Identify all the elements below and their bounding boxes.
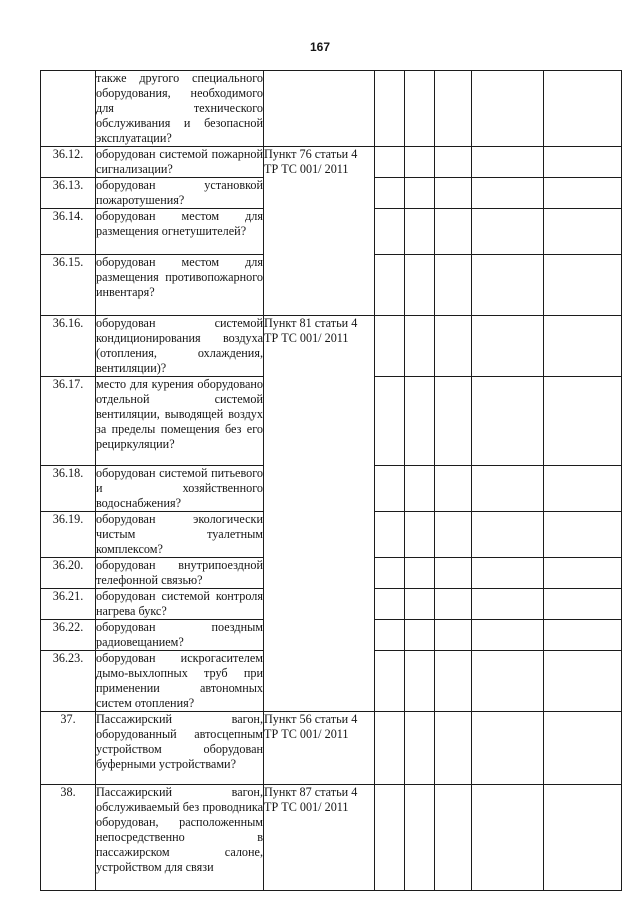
table-row	[41, 71, 622, 147]
answer-no-cell	[405, 785, 435, 891]
norms-cell	[472, 651, 544, 712]
row-number: 37.	[41, 712, 96, 785]
answer-yes-cell	[375, 377, 405, 466]
answer-na-cell	[435, 178, 472, 209]
table-row	[41, 316, 622, 377]
answer-yes-cell	[375, 466, 405, 512]
question-cell	[96, 620, 264, 651]
answer-na-cell	[435, 712, 472, 785]
question-text: оборудован системой кондиционирования воздуха (отопления, охлаждения, вентиляции)?	[96, 316, 263, 375]
norms-cell	[472, 589, 544, 620]
norms-cell	[472, 377, 544, 466]
notes-cell	[544, 209, 622, 255]
question-text: оборудован внутрипоездной телефонной связью?	[96, 558, 263, 587]
answer-no-cell	[405, 316, 435, 377]
question-cell	[96, 589, 264, 620]
question-text: оборудован установкой пожаротушения?	[96, 178, 263, 207]
question-text: оборудован местом для размещения противопожарного инвентаря?	[96, 255, 263, 299]
page-number: 167	[309, 40, 331, 54]
answer-yes-cell	[375, 147, 405, 178]
answer-yes-cell	[375, 71, 405, 147]
answer-na-cell	[435, 209, 472, 255]
question-text: оборудован искрогасителем дымо-выхлопных труб при применении автономных систем отопления?	[96, 651, 263, 710]
answer-no-cell	[405, 377, 435, 466]
norms-cell	[472, 512, 544, 558]
row-number: 36.23.	[41, 651, 96, 712]
notes-cell	[544, 651, 622, 712]
norms-cell	[472, 466, 544, 512]
norms-cell	[472, 316, 544, 377]
reference-cell	[264, 71, 375, 147]
question-cell	[96, 712, 264, 785]
checklist-table	[40, 70, 622, 891]
answer-no-cell	[405, 209, 435, 255]
question-text: Пассажирский вагон, оборудованный автосцепным устройством оборудован буферными устройствами?	[96, 712, 263, 771]
row-number: 36.22.	[41, 620, 96, 651]
row-number: 36.16.	[41, 316, 96, 377]
answer-na-cell	[435, 377, 472, 466]
answer-yes-cell	[375, 620, 405, 651]
question-text: также другого специального оборудования, необходимого для технического обслуживания и безопасной эксплуатации?	[96, 71, 263, 145]
notes-cell	[544, 589, 622, 620]
table-row	[41, 712, 622, 785]
question-cell	[96, 71, 264, 147]
question-cell	[96, 255, 264, 316]
answer-no-cell	[405, 558, 435, 589]
answer-na-cell	[435, 71, 472, 147]
notes-cell	[544, 71, 622, 147]
answer-yes-cell	[375, 712, 405, 785]
question-cell	[96, 178, 264, 209]
answer-na-cell	[435, 785, 472, 891]
row-number: 36.13.	[41, 178, 96, 209]
answer-na-cell	[435, 589, 472, 620]
row-number: 36.12.	[41, 147, 96, 178]
question-text: Пассажирский вагон, обслуживаемый без проводника оборудован, расположенным непосредственно в пассажирском салоне, устройством для связи	[96, 785, 263, 874]
answer-na-cell	[435, 316, 472, 377]
answer-na-cell	[435, 651, 472, 712]
reference-cell: Пункт 81 статьи 4 ТР ТС 001/ 2011	[264, 316, 375, 712]
answer-no-cell	[405, 466, 435, 512]
notes-cell	[544, 712, 622, 785]
table-row	[41, 785, 622, 891]
norms-cell	[472, 558, 544, 589]
row-number: 36.17.	[41, 377, 96, 466]
question-cell	[96, 651, 264, 712]
answer-yes-cell	[375, 178, 405, 209]
norms-cell	[472, 209, 544, 255]
row-number: 38.	[41, 785, 96, 891]
answer-yes-cell	[375, 512, 405, 558]
reference-cell: Пункт 76 статьи 4 ТР ТС 001/ 2011	[264, 147, 375, 316]
answer-yes-cell	[375, 558, 405, 589]
notes-cell	[544, 558, 622, 589]
notes-cell	[544, 620, 622, 651]
answer-no-cell	[405, 620, 435, 651]
answer-na-cell	[435, 620, 472, 651]
row-number: 36.18.	[41, 466, 96, 512]
norms-cell	[472, 178, 544, 209]
row-number: 36.21.	[41, 589, 96, 620]
question-text: оборудован системой контроля нагрева букс?	[96, 589, 263, 618]
answer-no-cell	[405, 71, 435, 147]
notes-cell	[544, 512, 622, 558]
notes-cell	[544, 466, 622, 512]
norms-cell	[472, 712, 544, 785]
answer-na-cell	[435, 558, 472, 589]
question-text: оборудован местом для размещения огнетушителей?	[96, 209, 263, 238]
answer-na-cell	[435, 512, 472, 558]
question-cell	[96, 785, 264, 891]
notes-cell	[544, 785, 622, 891]
question-text: место для курения оборудовано отдельной системой вентиляции, выводящей воздух за пределы помещения без его рециркуляции?	[96, 377, 263, 451]
answer-no-cell	[405, 178, 435, 209]
norms-cell	[472, 147, 544, 178]
answer-yes-cell	[375, 255, 405, 316]
answer-yes-cell	[375, 316, 405, 377]
answer-no-cell	[405, 589, 435, 620]
question-text: оборудован экологически чистым туалетным комплексом?	[96, 512, 263, 556]
answer-na-cell	[435, 147, 472, 178]
answer-no-cell	[405, 255, 435, 316]
answer-no-cell	[405, 512, 435, 558]
answer-na-cell	[435, 255, 472, 316]
question-cell	[96, 466, 264, 512]
question-cell	[96, 147, 264, 178]
notes-cell	[544, 147, 622, 178]
answer-no-cell	[405, 147, 435, 178]
question-text: оборудован системой пожарной сигнализации?	[96, 147, 263, 176]
answer-yes-cell	[375, 651, 405, 712]
row-number: 36.19.	[41, 512, 96, 558]
norms-cell	[472, 255, 544, 316]
answer-yes-cell	[375, 209, 405, 255]
notes-cell	[544, 377, 622, 466]
reference-cell: Пункт 56 статьи 4 ТР ТС 001/ 2011	[264, 712, 375, 785]
question-cell	[96, 512, 264, 558]
answer-no-cell	[405, 651, 435, 712]
norms-cell	[472, 71, 544, 147]
norms-cell	[472, 620, 544, 651]
notes-cell	[544, 178, 622, 209]
notes-cell	[544, 255, 622, 316]
answer-na-cell	[435, 466, 472, 512]
row-number: 36.20.	[41, 558, 96, 589]
table-row	[41, 147, 622, 178]
question-cell	[96, 316, 264, 377]
norms-cell	[472, 785, 544, 891]
row-number: 36.14.	[41, 209, 96, 255]
notes-cell	[544, 316, 622, 377]
question-text: оборудован системой питьевого и хозяйственного водоснабжения?	[96, 466, 263, 510]
answer-yes-cell	[375, 785, 405, 891]
question-cell	[96, 377, 264, 466]
row-number	[41, 71, 96, 147]
answer-no-cell	[405, 712, 435, 785]
row-number: 36.15.	[41, 255, 96, 316]
reference-cell: Пункт 87 статьи 4 ТР ТС 001/ 2011	[264, 785, 375, 891]
question-cell	[96, 209, 264, 255]
question-cell	[96, 558, 264, 589]
question-text: оборудован поездным радиовещанием?	[96, 620, 263, 649]
answer-yes-cell	[375, 589, 405, 620]
